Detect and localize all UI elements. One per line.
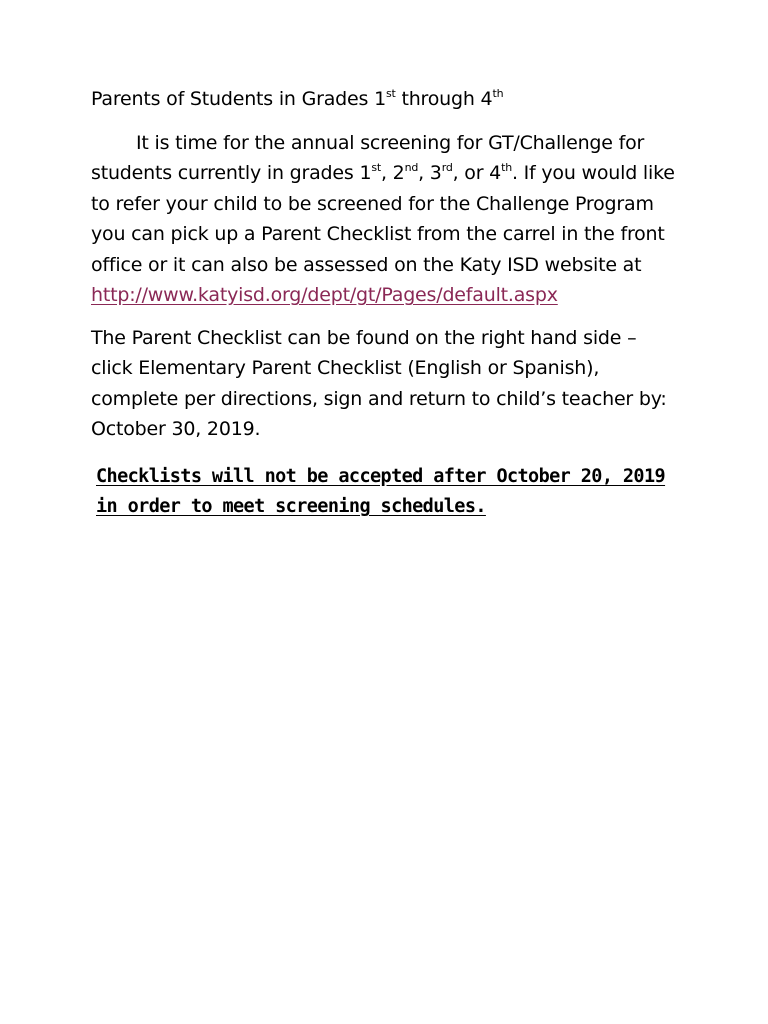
- intro-text-5: . If you would like to refer your child to be screened for the Challenge Program you can pick up a Parent Checklist from the carrel in the front office or it can also be assessed on the Katy ISD website at: [91, 162, 675, 276]
- grade-superscript-2: nd: [404, 161, 419, 174]
- intro-paragraph: [91, 128, 681, 311]
- katyisd-gt-link[interactable]: http://www.katyisd.org/dept/gt/Pages/default.aspx: [91, 284, 558, 306]
- intro-text-2: , 2: [380, 162, 405, 184]
- deadline-notice: Checklists will not be accepted after October 20, 2019 in order to meet screening schedules.: [96, 465, 666, 517]
- heading-superscript-2: th: [492, 87, 504, 100]
- heading-text-2: through 4: [395, 88, 493, 110]
- grade-superscript-4: th: [501, 161, 512, 174]
- grade-superscript-3: rd: [441, 161, 453, 174]
- heading-text: Parents of Students in Grades 1: [91, 88, 386, 110]
- document-body: [91, 84, 681, 523]
- intro-text-3: , 3: [418, 162, 442, 184]
- intro-text-4: , or 4: [452, 162, 502, 184]
- heading-superscript-1: st: [385, 87, 396, 100]
- grade-superscript-1: st: [371, 161, 381, 174]
- instructions-paragraph: The Parent Checklist can be found on the right hand side – click Elementary Parent Checklist (English or Spanish), complete per directions, sign and return to child’s teacher by: October 30, 2019.: [91, 326, 667, 440]
- heading: [91, 84, 681, 115]
- intro-text-1: It is time for the annual screening for GT/Challenge for students currently in grades 1: [91, 131, 645, 184]
